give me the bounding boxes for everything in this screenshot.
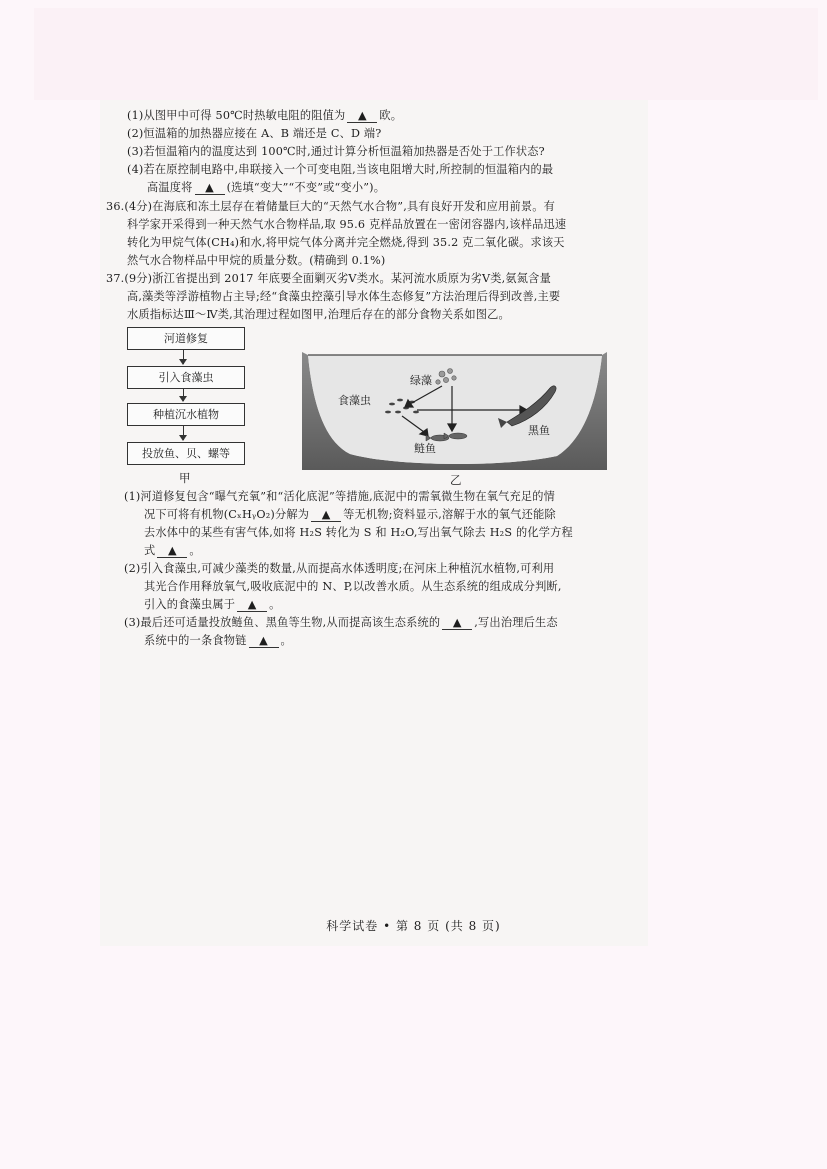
answer-blank[interactable]: ▲ <box>311 509 341 522</box>
q37-sub2-line2: 其光合作用释放氧气,吸收底泥中的 N、P,以改善水质。从生态系统的组成成分判断, <box>144 580 562 593</box>
q35-part4-text: 高温度将 <box>147 181 193 194</box>
q37-sub1-text: 况下可将有机物(CₓHᵧO₂)分解为 <box>144 508 310 521</box>
q37-sub3-line2 <box>144 633 292 648</box>
q37-sub2-line1: (2)引入食藻虫,可减少藻类的数量,从而提高水体透明度;在河床上种植沉水植物,可利用 <box>124 562 555 575</box>
answer-blank[interactable]: ▲ <box>347 110 377 123</box>
page-footer: 科学试卷 • 第 8 页 (共 8 页) <box>326 919 501 933</box>
q36-line2: 科学家开采得到一种天然气水合物样品,取 95.6 克样品放置在一密闭容器内,该样品迅速 <box>127 218 567 231</box>
q36-line4: 然气水合物样品中甲烷的质量分数。(精确到 0.1%) <box>127 254 386 267</box>
label-silver-carp: 鲢鱼 <box>414 442 436 455</box>
food-web-diagram <box>302 352 607 470</box>
flow-step-plant-submerged: 种植沉水植物 <box>127 403 245 426</box>
figure-a-caption: 甲 <box>179 471 191 485</box>
q37-line2: 高,藻类等浮游植物占主导;经“食藻虫控藻引导水体生态修复”方法治理后得到改善,主要 <box>127 290 561 303</box>
figure-b-caption: 乙 <box>450 473 462 487</box>
q35-part3: (3)若恒温箱内的温度达到 100℃时,通过计算分析恒温箱加热器是否处于工作状态? <box>127 145 545 158</box>
q37-sub3-text: (3)最后还可适量投放鲢鱼、黑鱼等生物,从而提高该生态系统的 <box>124 616 441 629</box>
scan-top-band <box>34 8 818 100</box>
flow-arrow <box>183 426 184 440</box>
q37-sub1-text2: 式 <box>144 544 156 557</box>
q36-line3: 转化为甲烷气体(CH₄)和水,将甲烷气体分离并完全燃烧,得到 35.2 克二氧化碳。求该天 <box>127 236 565 249</box>
q37-sub3-line1 <box>124 615 558 630</box>
label-algae-insect: 食藻虫 <box>338 394 371 407</box>
flow-step-release-fish: 投放鱼、贝、螺等 <box>127 442 245 465</box>
q37-sub1-line1: (1)河道修复包含“曝气充氧”和“活化底泥”等措施,底泥中的需氧微生物在氧气充足的情 <box>124 490 556 503</box>
flow-step-introduce-insects: 引入食藻虫 <box>127 366 245 389</box>
q35-part4-line2 <box>147 180 385 195</box>
q36-line1: 36.(4分)在海底和冻土层存在着储量巨大的“天然气水合物”,具有良好开发和应用前景。有 <box>106 200 555 213</box>
q37-sub2-text: 引入的食藻虫属于 <box>144 598 236 611</box>
q37-sub2-line3 <box>144 597 281 612</box>
label-green-algae: 绿藻 <box>410 374 432 387</box>
q35-part2: (2)恒温箱的加热器应接在 A、B 端还是 C、D 端? <box>127 127 382 140</box>
q35-part1 <box>127 108 402 123</box>
q35-part4-tail: (选填“变大”“不变”或“变小”)。 <box>226 181 386 194</box>
answer-blank[interactable]: ▲ <box>249 635 279 648</box>
q35-part1-tail: 欧。 <box>379 109 403 122</box>
q37-sub3-tail2: 。 <box>280 634 292 647</box>
q37-sub1-line3: 去水体中的某些有害气体,如将 H₂S 转化为 S 和 H₂O,写出氧气除去 H₂S 的化学方程 <box>144 526 573 539</box>
answer-blank[interactable]: ▲ <box>442 617 472 630</box>
flow-arrow <box>183 389 184 401</box>
q35-part1-text: (1)从图甲中可得 50℃时热敏电阻的阻值为 <box>127 109 346 122</box>
q37-sub3-text2: 系统中的一条食物链 <box>144 634 247 647</box>
q37-sub2-tail: 。 <box>269 598 281 611</box>
q37-sub3-tail: ,写出治理后生态 <box>474 616 558 629</box>
answer-blank[interactable]: ▲ <box>157 545 187 558</box>
q37-line1: 37.(9分)浙江省提出到 2017 年底要全面剿灭劣Ⅴ类水。某河流水质原为劣Ⅴ类,氨氮含量 <box>106 272 551 285</box>
q37-sub1-tail: 等无机物;资料显示,溶解于水的氧气还能除 <box>343 508 556 521</box>
q37-sub1-tail2: 。 <box>189 544 201 557</box>
q37-line3: 水质指标达Ⅲ～Ⅳ类,其治理过程如图甲,治理后存在的部分食物关系如图乙。 <box>127 308 510 321</box>
q37-sub1-line2 <box>144 507 556 522</box>
label-black-fish: 黑鱼 <box>528 424 550 437</box>
flow-arrow <box>183 350 184 364</box>
answer-blank[interactable]: ▲ <box>195 182 225 195</box>
q37-sub1-line4 <box>144 543 201 558</box>
flow-step-river-repair: 河道修复 <box>127 327 245 350</box>
q35-part4-line1: (4)若在原控制电路中,串联接入一个可变电阻,当该电阻增大时,所控制的恒温箱内的最 <box>127 163 554 176</box>
answer-blank[interactable]: ▲ <box>237 599 267 612</box>
